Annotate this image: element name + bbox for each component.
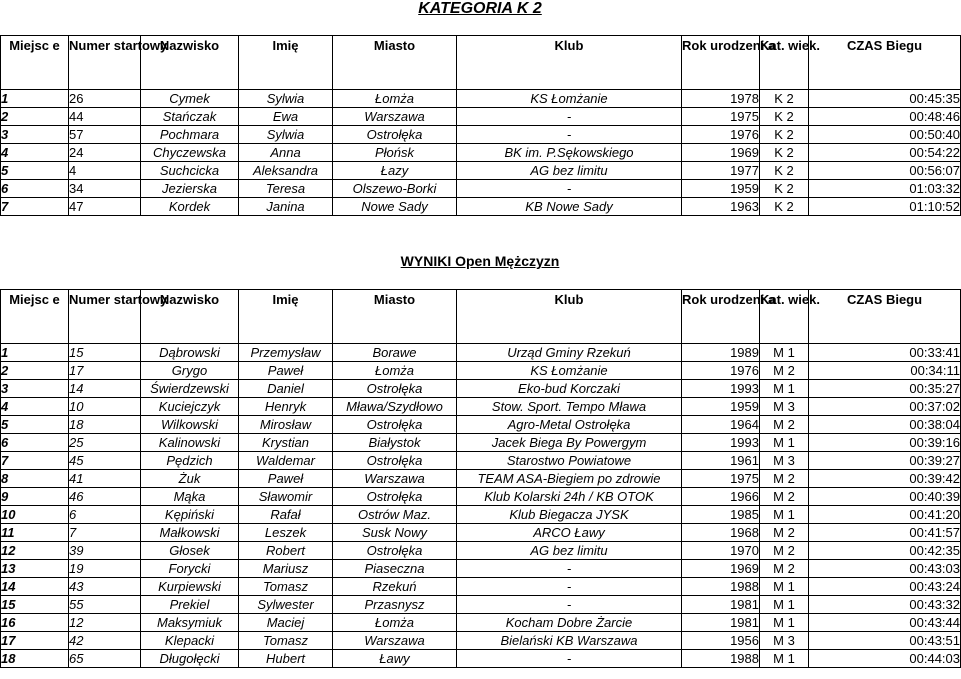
cell-city: Ostrołęka — [333, 488, 457, 506]
table-row — [1, 398, 961, 416]
cell-run-time: 00:54:22 — [809, 144, 961, 162]
cell-run-time: 00:48:46 — [809, 108, 961, 126]
cell-club: TEAM ASA-Biegiem po zdrowie — [457, 470, 682, 488]
cell-start-number: 15 — [69, 344, 141, 362]
cell-birth-year: 1993 — [682, 380, 760, 398]
column-header-first-name: Imię — [239, 290, 333, 344]
cell-age-category: M 1 — [760, 578, 809, 596]
cell-birth-year: 1985 — [682, 506, 760, 524]
cell-place: 1 — [1, 344, 69, 362]
column-header-first-name: Imię — [239, 36, 333, 90]
cell-birth-year: 1970 — [682, 542, 760, 560]
cell-last-name: Kuciejczyk — [141, 398, 239, 416]
cell-birth-year: 1968 — [682, 524, 760, 542]
table-row — [1, 108, 961, 126]
cell-club: Bielański KB Warszawa — [457, 632, 682, 650]
cell-run-time: 00:34:11 — [809, 362, 961, 380]
cell-age-category: M 1 — [760, 380, 809, 398]
cell-place: 4 — [1, 398, 69, 416]
column-header-city: Miasto — [333, 290, 457, 344]
cell-place: 12 — [1, 542, 69, 560]
cell-run-time: 00:41:20 — [809, 506, 961, 524]
cell-birth-year: 1988 — [682, 650, 760, 668]
cell-first-name: Leszek — [239, 524, 333, 542]
cell-age-category: M 1 — [760, 614, 809, 632]
cell-start-number: 24 — [69, 144, 141, 162]
table-row — [1, 126, 961, 144]
cell-last-name: Wilkowski — [141, 416, 239, 434]
column-header-age-category: Kat. wiek. — [760, 290, 809, 344]
cell-age-category: M 1 — [760, 596, 809, 614]
cell-age-category: M 2 — [760, 362, 809, 380]
cell-club: - — [457, 180, 682, 198]
cell-place: 3 — [1, 126, 69, 144]
cell-birth-year: 1963 — [682, 198, 760, 216]
cell-place: 13 — [1, 560, 69, 578]
cell-age-category: M 2 — [760, 560, 809, 578]
cell-start-number: 43 — [69, 578, 141, 596]
cell-place: 7 — [1, 198, 69, 216]
cell-first-name: Sylwia — [239, 90, 333, 108]
cell-city: Białystok — [333, 434, 457, 452]
cell-run-time: 00:39:42 — [809, 470, 961, 488]
cell-place: 7 — [1, 452, 69, 470]
table-row — [1, 560, 961, 578]
cell-start-number: 26 — [69, 90, 141, 108]
cell-first-name: Henryk — [239, 398, 333, 416]
category-title: KATEGORIA K 2 — [418, 0, 542, 17]
cell-birth-year: 1959 — [682, 398, 760, 416]
column-header-place: Miejsc e — [1, 290, 69, 344]
table-row — [1, 614, 961, 632]
cell-age-category: M 1 — [760, 344, 809, 362]
cell-birth-year: 1966 — [682, 488, 760, 506]
table-row — [1, 452, 961, 470]
cell-start-number: 18 — [69, 416, 141, 434]
cell-city: Nowe Sady — [333, 198, 457, 216]
table-row — [1, 380, 961, 398]
cell-start-number: 10 — [69, 398, 141, 416]
cell-run-time: 00:43:51 — [809, 632, 961, 650]
table-row — [1, 362, 961, 380]
cell-last-name: Pędzich — [141, 452, 239, 470]
cell-last-name: Głosek — [141, 542, 239, 560]
table-row — [1, 180, 961, 198]
cell-city: Ostrołęka — [333, 542, 457, 560]
cell-start-number: 17 — [69, 362, 141, 380]
cell-start-number: 45 — [69, 452, 141, 470]
results-table-open-men — [0, 289, 961, 668]
cell-last-name: Pochmara — [141, 126, 239, 144]
cell-start-number: 55 — [69, 596, 141, 614]
column-header-birth-year: Rok urodzeni a — [682, 36, 760, 90]
table-row — [1, 632, 961, 650]
cell-birth-year: 1975 — [682, 108, 760, 126]
cell-club: - — [457, 108, 682, 126]
cell-club: Klub Kolarski 24h / KB OTOK — [457, 488, 682, 506]
column-header-birth-year: Rok urodzeni a — [682, 290, 760, 344]
cell-place: 18 — [1, 650, 69, 668]
cell-last-name: Świerdzewski — [141, 380, 239, 398]
cell-first-name: Mariusz — [239, 560, 333, 578]
header-row — [1, 290, 961, 344]
cell-first-name: Sylwester — [239, 596, 333, 614]
cell-place: 15 — [1, 596, 69, 614]
cell-start-number: 12 — [69, 614, 141, 632]
cell-birth-year: 1976 — [682, 362, 760, 380]
cell-last-name: Suchcicka — [141, 162, 239, 180]
cell-first-name: Tomasz — [239, 578, 333, 596]
cell-start-number: 19 — [69, 560, 141, 578]
cell-run-time: 01:10:52 — [809, 198, 961, 216]
cell-birth-year: 1993 — [682, 434, 760, 452]
cell-city: Borawe — [333, 344, 457, 362]
cell-start-number: 25 — [69, 434, 141, 452]
cell-first-name: Rafał — [239, 506, 333, 524]
table-row — [1, 506, 961, 524]
cell-first-name: Krystian — [239, 434, 333, 452]
cell-club: Jacek Biega By Powergym — [457, 434, 682, 452]
cell-place: 16 — [1, 614, 69, 632]
cell-club: - — [457, 578, 682, 596]
column-header-run-time: CZAS Biegu — [809, 290, 961, 344]
cell-age-category: K 2 — [760, 162, 809, 180]
cell-age-category: K 2 — [760, 198, 809, 216]
column-header-club: Klub — [457, 290, 682, 344]
cell-last-name: Forycki — [141, 560, 239, 578]
cell-run-time: 00:42:35 — [809, 542, 961, 560]
cell-start-number: 65 — [69, 650, 141, 668]
cell-city: Łomża — [333, 90, 457, 108]
cell-club: Kocham Dobre Żarcie — [457, 614, 682, 632]
table-row — [1, 542, 961, 560]
cell-run-time: 00:39:27 — [809, 452, 961, 470]
cell-start-number: 57 — [69, 126, 141, 144]
cell-place: 6 — [1, 434, 69, 452]
cell-club: KS Łomżanie — [457, 90, 682, 108]
cell-age-category: K 2 — [760, 108, 809, 126]
cell-start-number: 39 — [69, 542, 141, 560]
cell-run-time: 00:37:02 — [809, 398, 961, 416]
cell-last-name: Kępiński — [141, 506, 239, 524]
cell-last-name: Kordek — [141, 198, 239, 216]
cell-city: Susk Nowy — [333, 524, 457, 542]
column-header-start-number: Numer startowy — [69, 36, 141, 90]
column-header-run-time: CZAS Biegu — [809, 36, 961, 90]
column-header-club: Klub — [457, 36, 682, 90]
cell-run-time: 00:40:39 — [809, 488, 961, 506]
open-results-title: WYNIKI Open Mężczyzn — [400, 253, 560, 269]
cell-age-category: K 2 — [760, 180, 809, 198]
cell-first-name: Sylwia — [239, 126, 333, 144]
cell-start-number: 47 — [69, 198, 141, 216]
cell-birth-year: 1989 — [682, 344, 760, 362]
cell-club: - — [457, 560, 682, 578]
cell-city: Łomża — [333, 362, 457, 380]
table-row — [1, 198, 961, 216]
cell-run-time: 00:39:16 — [809, 434, 961, 452]
table-row — [1, 90, 961, 108]
column-header-start-number: Numer startowy — [69, 290, 141, 344]
cell-last-name: Małkowski — [141, 524, 239, 542]
cell-first-name: Aleksandra — [239, 162, 333, 180]
cell-place: 5 — [1, 162, 69, 180]
cell-run-time: 00:43:24 — [809, 578, 961, 596]
table-row — [1, 416, 961, 434]
cell-run-time: 01:03:32 — [809, 180, 961, 198]
cell-last-name: Mąka — [141, 488, 239, 506]
cell-first-name: Daniel — [239, 380, 333, 398]
cell-run-time: 00:43:03 — [809, 560, 961, 578]
cell-last-name: Kalinowski — [141, 434, 239, 452]
cell-last-name: Stańczak — [141, 108, 239, 126]
cell-start-number: 46 — [69, 488, 141, 506]
cell-first-name: Anna — [239, 144, 333, 162]
cell-club: KS Łomżanie — [457, 362, 682, 380]
cell-city: Rzekuń — [333, 578, 457, 596]
cell-birth-year: 1964 — [682, 416, 760, 434]
cell-birth-year: 1988 — [682, 578, 760, 596]
cell-last-name: Cymek — [141, 90, 239, 108]
table-row — [1, 344, 961, 362]
cell-birth-year: 1978 — [682, 90, 760, 108]
cell-run-time: 00:44:03 — [809, 650, 961, 668]
cell-run-time: 00:41:57 — [809, 524, 961, 542]
table-row — [1, 596, 961, 614]
cell-club: - — [457, 596, 682, 614]
cell-city: Ławy — [333, 650, 457, 668]
cell-club: Urząd Gminy Rzekuń — [457, 344, 682, 362]
cell-run-time: 00:35:27 — [809, 380, 961, 398]
cell-last-name: Klepacki — [141, 632, 239, 650]
cell-last-name: Prekiel — [141, 596, 239, 614]
cell-city: Warszawa — [333, 108, 457, 126]
column-header-last-name: Nazwisko — [141, 290, 239, 344]
cell-city: Łomża — [333, 614, 457, 632]
cell-last-name: Długołęcki — [141, 650, 239, 668]
cell-city: Przasnysz — [333, 596, 457, 614]
cell-start-number: 6 — [69, 506, 141, 524]
cell-place: 1 — [1, 90, 69, 108]
table-row — [1, 650, 961, 668]
table-row — [1, 162, 961, 180]
column-header-age-category: Kat. wiek. — [760, 36, 809, 90]
cell-club: - — [457, 126, 682, 144]
cell-birth-year: 1977 — [682, 162, 760, 180]
cell-age-category: M 1 — [760, 434, 809, 452]
cell-last-name: Dąbrowski — [141, 344, 239, 362]
cell-age-category: M 3 — [760, 632, 809, 650]
cell-birth-year: 1959 — [682, 180, 760, 198]
cell-age-category: M 3 — [760, 398, 809, 416]
cell-last-name: Maksymiuk — [141, 614, 239, 632]
cell-start-number: 4 — [69, 162, 141, 180]
cell-city: Płońsk — [333, 144, 457, 162]
cell-age-category: K 2 — [760, 90, 809, 108]
cell-last-name: Chyczewska — [141, 144, 239, 162]
cell-birth-year: 1981 — [682, 596, 760, 614]
cell-city: Piaseczna — [333, 560, 457, 578]
cell-start-number: 44 — [69, 108, 141, 126]
cell-start-number: 42 — [69, 632, 141, 650]
cell-city: Ostrołęka — [333, 452, 457, 470]
cell-first-name: Hubert — [239, 650, 333, 668]
results-table-k2 — [0, 35, 961, 216]
cell-run-time: 00:38:04 — [809, 416, 961, 434]
cell-birth-year: 1969 — [682, 560, 760, 578]
cell-club: Eko-bud Korczaki — [457, 380, 682, 398]
cell-club: AG bez limitu — [457, 542, 682, 560]
cell-club: AG bez limitu — [457, 162, 682, 180]
cell-place: 10 — [1, 506, 69, 524]
table-row — [1, 470, 961, 488]
cell-first-name: Waldemar — [239, 452, 333, 470]
cell-first-name: Ewa — [239, 108, 333, 126]
cell-birth-year: 1976 — [682, 126, 760, 144]
column-header-city: Miasto — [333, 36, 457, 90]
table-row — [1, 488, 961, 506]
cell-first-name: Robert — [239, 542, 333, 560]
cell-start-number: 7 — [69, 524, 141, 542]
cell-first-name: Paweł — [239, 362, 333, 380]
cell-age-category: M 2 — [760, 542, 809, 560]
cell-city: Ostrołęka — [333, 126, 457, 144]
cell-city: Ostrów Maz. — [333, 506, 457, 524]
cell-club: KB Nowe Sady — [457, 198, 682, 216]
cell-club: - — [457, 650, 682, 668]
cell-club: Klub Biegacza JYSK — [457, 506, 682, 524]
cell-age-category: M 2 — [760, 524, 809, 542]
cell-run-time: 00:56:07 — [809, 162, 961, 180]
cell-run-time: 00:43:44 — [809, 614, 961, 632]
cell-age-category: K 2 — [760, 126, 809, 144]
cell-birth-year: 1961 — [682, 452, 760, 470]
cell-age-category: M 2 — [760, 470, 809, 488]
cell-birth-year: 1969 — [682, 144, 760, 162]
cell-first-name: Maciej — [239, 614, 333, 632]
table-row — [1, 144, 961, 162]
cell-city: Ostrołęka — [333, 380, 457, 398]
cell-place: 3 — [1, 380, 69, 398]
cell-age-category: M 1 — [760, 650, 809, 668]
cell-place: 17 — [1, 632, 69, 650]
table-row — [1, 524, 961, 542]
cell-club: Agro-Metal Ostrołęka — [457, 416, 682, 434]
cell-place: 9 — [1, 488, 69, 506]
cell-city: Warszawa — [333, 470, 457, 488]
cell-last-name: Żuk — [141, 470, 239, 488]
cell-last-name: Jezierska — [141, 180, 239, 198]
cell-last-name: Kurpiewski — [141, 578, 239, 596]
cell-city: Olszewo-Borki — [333, 180, 457, 198]
cell-place: 14 — [1, 578, 69, 596]
cell-run-time: 00:45:35 — [809, 90, 961, 108]
cell-birth-year: 1956 — [682, 632, 760, 650]
cell-first-name: Paweł — [239, 470, 333, 488]
cell-age-category: M 1 — [760, 506, 809, 524]
cell-first-name: Janina — [239, 198, 333, 216]
header-row — [1, 36, 961, 90]
cell-city: Mława/Szydłowo — [333, 398, 457, 416]
table-row — [1, 434, 961, 452]
cell-city: Ostrołęka — [333, 416, 457, 434]
cell-place: 8 — [1, 470, 69, 488]
cell-first-name: Teresa — [239, 180, 333, 198]
cell-start-number: 41 — [69, 470, 141, 488]
cell-age-category: M 2 — [760, 488, 809, 506]
cell-place: 6 — [1, 180, 69, 198]
cell-start-number: 34 — [69, 180, 141, 198]
cell-first-name: Przemysław — [239, 344, 333, 362]
cell-age-category: M 2 — [760, 416, 809, 434]
cell-place: 2 — [1, 362, 69, 380]
cell-place: 5 — [1, 416, 69, 434]
cell-age-category: K 2 — [760, 144, 809, 162]
cell-place: 11 — [1, 524, 69, 542]
cell-age-category: M 3 — [760, 452, 809, 470]
cell-last-name: Grygo — [141, 362, 239, 380]
column-header-last-name: Nazwisko — [141, 36, 239, 90]
cell-club: Starostwo Powiatowe — [457, 452, 682, 470]
cell-first-name: Tomasz — [239, 632, 333, 650]
column-header-place: Miejsc e — [1, 36, 69, 90]
table-row — [1, 578, 961, 596]
cell-birth-year: 1975 — [682, 470, 760, 488]
cell-club: BK im. P.Sękowskiego — [457, 144, 682, 162]
cell-city: Łazy — [333, 162, 457, 180]
cell-run-time: 00:50:40 — [809, 126, 961, 144]
cell-start-number: 14 — [69, 380, 141, 398]
cell-place: 4 — [1, 144, 69, 162]
cell-club: Stow. Sport. Tempo Mława — [457, 398, 682, 416]
cell-birth-year: 1981 — [682, 614, 760, 632]
cell-place: 2 — [1, 108, 69, 126]
cell-run-time: 00:43:32 — [809, 596, 961, 614]
cell-first-name: Mirosław — [239, 416, 333, 434]
cell-city: Warszawa — [333, 632, 457, 650]
cell-run-time: 00:33:41 — [809, 344, 961, 362]
cell-first-name: Sławomir — [239, 488, 333, 506]
cell-club: ARCO Ławy — [457, 524, 682, 542]
